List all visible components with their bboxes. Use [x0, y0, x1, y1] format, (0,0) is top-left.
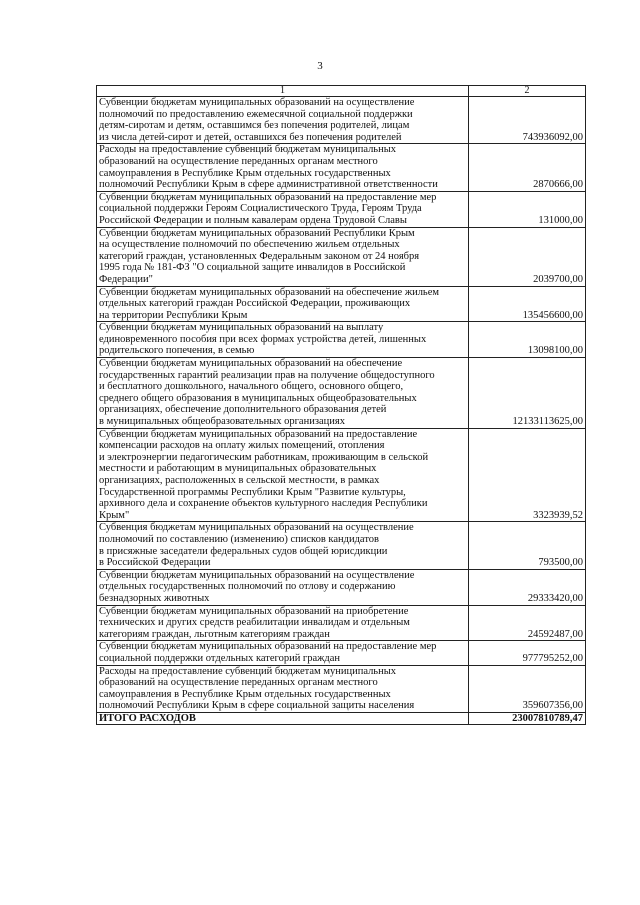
description-line: Расходы на предоставление субвенций бюджетам муниципальных — [99, 665, 397, 677]
description-line: Субвенции бюджетам муниципальных образований на обеспечение жильем — [99, 286, 440, 298]
description-line: государственных гарантий реализации прав на получение общедоступного — [99, 369, 435, 381]
total-label: ИТОГО РАСХОДОВ — [97, 712, 469, 725]
description-line: Субвенции бюджетам муниципальных образований на осуществление — [99, 97, 415, 108]
expense-description — [97, 358, 469, 429]
description-line: Расходы на предоставление субвенций бюджетам муниципальных — [99, 144, 397, 156]
description-line: и электроэнергии педагогическим работникам, проживающим в сельской — [99, 451, 429, 463]
table-row — [97, 428, 586, 522]
description-line: в присяжные заседатели федеральных судов общей юрисдикции — [99, 545, 388, 557]
description-line: социальной поддержки Героям Социалистического Труда, Героям Труда — [99, 203, 422, 215]
description-line: полномочий по предоставлению ежемесячной социальной поддержки — [99, 108, 413, 120]
expense-amount: 359607356,00 — [469, 665, 586, 712]
description-line: Крым" — [99, 509, 130, 521]
expenses-table — [96, 85, 586, 725]
expense-description — [97, 641, 469, 665]
expense-description — [97, 97, 469, 144]
description-line: социальной поддержки отдельных категорий граждан — [99, 652, 341, 664]
expense-description — [97, 605, 469, 641]
description-line: на территории Республики Крым — [99, 309, 248, 321]
description-line: технических и других средств реабилитации инвалидам и отдельным — [99, 617, 410, 629]
expense-amount: 743936092,00 — [469, 97, 586, 144]
table-header-row — [97, 86, 586, 97]
table-row — [97, 569, 586, 605]
table-row — [97, 605, 586, 641]
description-line: родительского попечения, в семью — [99, 345, 255, 357]
expense-amount: 135456600,00 — [469, 286, 586, 322]
description-line: Субвенции бюджетам муниципальных образований на предоставление мер — [99, 641, 437, 653]
description-line: из числа детей-сирот и детей, оставшихся без попечения родителей — [99, 131, 402, 143]
description-line: единовременного пособия при всех формах устройства детей, лишенных — [99, 333, 427, 345]
expense-description — [97, 144, 469, 191]
description-line: организациях, обеспечение дополнительного образования детей — [99, 404, 387, 416]
description-line: безнадзорных животных — [99, 592, 210, 604]
description-line: полномочий Республики Крым в сфере социальной защиты населения — [99, 700, 415, 712]
expense-amount: 2039700,00 — [469, 227, 586, 286]
description-line: 1995 года № 181-ФЗ "О социальной защите инвалидов в Российской — [99, 262, 406, 274]
expense-description — [97, 522, 469, 569]
expense-description — [97, 428, 469, 522]
table-row — [97, 227, 586, 286]
description-line: Субвенции бюджетам муниципальных образований на предоставление — [99, 428, 418, 440]
total-amount: 23007810789,47 — [469, 712, 586, 725]
description-line: отдельных государственных полномочий по отлову и содержанию — [99, 581, 396, 593]
expense-amount: 13098100,00 — [469, 322, 586, 358]
expense-description — [97, 665, 469, 712]
table-row — [97, 286, 586, 322]
table-row — [97, 322, 586, 358]
description-line: самоуправления в Республике Крым отдельных государственных — [99, 167, 391, 179]
description-line: категорий граждан, установленных Федеральным законом от 24 ноября — [99, 250, 420, 262]
description-line: организациях, расположенных в сельской местности, в рамках — [99, 475, 380, 486]
description-line: Субвенции бюджетам муниципальных образований на обеспечение — [99, 358, 403, 370]
expense-amount: 24592487,00 — [469, 605, 586, 641]
description-line: Субвенции бюджетам муниципальных образований Республики Крым — [99, 227, 415, 239]
table-row — [97, 191, 586, 227]
expense-amount: 3323939,52 — [469, 428, 586, 522]
table-row — [97, 641, 586, 665]
expense-description — [97, 286, 469, 322]
description-line: в Российской Федерации — [99, 557, 211, 569]
description-line: образований на осуществление переданных органам местного — [99, 677, 378, 689]
expense-description — [97, 227, 469, 286]
description-line: местности и работающим в муниципальных образовательных — [99, 463, 377, 475]
description-line: Субвенции бюджетам муниципальных образований на выплату — [99, 322, 384, 334]
description-line: Субвенции бюджетам муниципальных образований на предоставление мер — [99, 191, 437, 203]
description-line: детям-сиротам и детям, оставшимся без попечения родителей, лицам — [99, 120, 410, 132]
total-row — [97, 712, 586, 725]
expense-amount: 2870666,00 — [469, 144, 586, 191]
description-line: Субвенция бюджетам муниципальных образований на осуществление — [99, 522, 414, 534]
description-line: образований на осуществление переданных органам местного — [99, 155, 378, 167]
description-line: категориям граждан, льготным категориям граждан — [99, 628, 330, 640]
description-line: среднего общего образования в муниципальных общеобразовательных — [99, 392, 417, 404]
expense-description — [97, 191, 469, 227]
table-row — [97, 522, 586, 569]
table-row — [97, 97, 586, 144]
table-row — [97, 358, 586, 429]
description-line: в муниципальных общеобразовательных организациях — [99, 416, 345, 428]
description-line: компенсации расходов на оплату жилых помещений, отопления — [99, 440, 385, 452]
column-header-1: 1 — [97, 86, 469, 97]
expense-amount: 131000,00 — [469, 191, 586, 227]
expense-amount: 793500,00 — [469, 522, 586, 569]
expense-description — [97, 322, 469, 358]
expense-amount: 29333420,00 — [469, 569, 586, 605]
description-line: самоуправления в Республике Крым отдельных государственных — [99, 688, 391, 700]
column-header-2: 2 — [469, 86, 586, 97]
expense-description — [97, 569, 469, 605]
expense-amount: 12133113625,00 — [469, 358, 586, 429]
table-row — [97, 665, 586, 712]
description-line: на осуществление полномочий по обеспечению жильем отдельных — [99, 239, 400, 251]
description-line: полномочий по составлению (изменению) списков кандидатов — [99, 533, 379, 545]
expense-amount: 977795252,00 — [469, 641, 586, 665]
description-line: отдельных категорий граждан Российской Федерации, проживающих — [99, 298, 411, 310]
description-line: Российской Федерации и полным кавалерам ордена Трудовой Славы — [99, 214, 407, 226]
description-line: Федерации" — [99, 273, 153, 285]
description-line: и бесплатного дошкольного, начального общего, основного общего, — [99, 381, 404, 393]
description-line: Субвенции бюджетам муниципальных образований на приобретение — [99, 605, 409, 617]
description-line: Субвенции бюджетам муниципальных образований на осуществление — [99, 569, 415, 581]
description-line: архивного дела и сохранение объектов культурного наследия Республики — [99, 498, 428, 510]
table-body — [97, 86, 586, 725]
table-row — [97, 144, 586, 191]
page-number: 3 — [317, 60, 323, 72]
description-line: полномочий Республики Крым в сфере административной ответственности — [99, 179, 438, 191]
description-line: Государственной программы Республики Крым "Развитие культуры, — [99, 486, 406, 498]
